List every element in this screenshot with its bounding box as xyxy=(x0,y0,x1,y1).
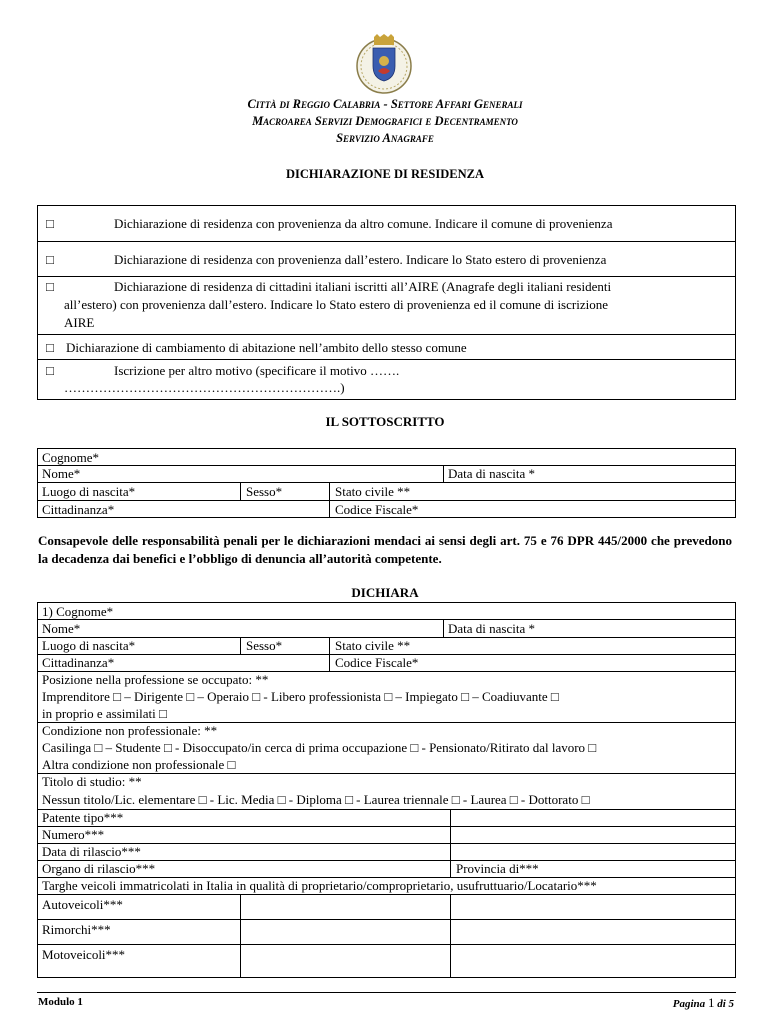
option-text: Iscrizione per altro motivo (specificare il motivo ……. xyxy=(114,363,400,378)
header-line-3: Servizio Anagrafe xyxy=(336,131,434,145)
data-nascita-field[interactable]: Data di nascita * xyxy=(448,466,535,481)
city-emblem-logo xyxy=(350,33,418,95)
option-text: Dichiarazione di residenza con provenienza da altro comune. Indicare il comune di provenienza xyxy=(114,216,613,231)
option-row xyxy=(38,206,735,242)
posizione-label: Posizione nella professione se occupato: ** xyxy=(42,672,269,687)
option-checkbox[interactable]: □ xyxy=(46,340,54,355)
footer-page-number: 1 xyxy=(707,995,715,1010)
provincia-field[interactable]: Provincia di*** xyxy=(456,861,539,876)
document-title: DICHIARAZIONE DI RESIDENZA xyxy=(286,167,484,181)
option-text-line2: all’estero) con provenienza dall’estero. Indicare lo Stato estero di provenienza ed il comune di iscrizione xyxy=(64,297,608,312)
dichiara-codice-fiscale-field[interactable]: Codice Fiscale* xyxy=(335,655,419,670)
option-row xyxy=(38,277,735,335)
option-row xyxy=(38,242,735,277)
header-line-2: Macroarea Servizi Demografici e Decentramento xyxy=(252,114,518,128)
condizione-label: Condizione non professionale: ** xyxy=(42,723,218,738)
cittadinanza-field[interactable]: Cittadinanza* xyxy=(42,502,115,517)
organo-rilascio-field[interactable]: Organo di rilascio*** xyxy=(42,861,156,876)
targhe-label: Targhe veicoli immatricolati in Italia in qualità di proprietario/comproprietario, usufruttuario/Locatario*** xyxy=(42,878,597,893)
sottoscritto-table xyxy=(37,448,736,518)
dichiara-nome-field[interactable]: Nome* xyxy=(42,621,81,636)
dichiara-cittadinanza-field[interactable]: Cittadinanza* xyxy=(42,655,115,670)
autoveicoli-field[interactable]: Autoveicoli*** xyxy=(42,897,123,912)
dichiara-stato-civile-field[interactable]: Stato civile ** xyxy=(335,638,411,653)
condizione-options-line2[interactable]: Altra condizione non professionale □ xyxy=(42,757,236,772)
header-line-1: Città di Reggio Calabria - Settore Affari Generali xyxy=(247,97,523,111)
posizione-options-line2[interactable]: in proprio e assimilati □ xyxy=(42,706,167,721)
data-rilascio-field[interactable]: Data di rilascio*** xyxy=(42,844,141,859)
option-text-line2: ……………………………………………………….) xyxy=(64,380,345,395)
motoveicoli-field[interactable]: Motoveicoli*** xyxy=(42,947,126,962)
dichiara-data-nascita-field[interactable]: Data di nascita * xyxy=(448,621,535,636)
footer-page-total: di 5 xyxy=(717,998,734,1010)
posizione-options[interactable]: Imprenditore □ – Dirigente □ – Operaio □ - Libero professionista □ – Impiegato □ – Coadiuvante □ xyxy=(42,689,559,704)
codice-fiscale-field[interactable]: Codice Fiscale* xyxy=(335,502,419,517)
option-checkbox[interactable]: □ xyxy=(46,279,54,294)
option-text: Dichiarazione di residenza con provenienza dall’estero. Indicare lo Stato estero di provenienza xyxy=(114,252,607,267)
option-checkbox[interactable]: □ xyxy=(46,252,54,267)
option-text-line3: AIRE xyxy=(64,315,95,330)
dichiara-cognome-field[interactable]: 1) Cognome* xyxy=(42,604,114,619)
footer-module-label: Modulo 1 xyxy=(38,996,83,1008)
titolo-options[interactable]: Nessun titolo/Lic. elementare □ - Lic. Media □ - Diploma □ - Laurea triennale □ - Laurea □ - Dottorato □ xyxy=(42,792,590,807)
dichiara-title: DICHIARA xyxy=(351,585,419,600)
option-text: Dichiarazione di cambiamento di abitazione nell’ambito dello stesso comune xyxy=(66,340,467,355)
condizione-options[interactable]: Casilinga □ – Studente □ - Disoccupato/in cerca di prima occupazione □ - Pensionato/Ritirato dal lavoro □ xyxy=(42,740,597,755)
numero-field[interactable]: Numero*** xyxy=(42,827,105,842)
dichiara-sesso-field[interactable]: Sesso* xyxy=(246,638,283,653)
stato-civile-field[interactable]: Stato civile ** xyxy=(335,484,411,499)
luogo-nascita-field[interactable]: Luogo di nascita* xyxy=(42,484,136,499)
nome-field[interactable]: Nome* xyxy=(42,466,81,481)
sottoscritto-title: IL SOTTOSCRITTO xyxy=(325,414,445,429)
patente-tipo-field[interactable]: Patente tipo*** xyxy=(42,810,124,825)
legal-warning: Consapevole delle responsabilità penali per le dichiarazioni mendaci ai sensi degli art. 75 e 76 DPR 445/2000 che prevedono la decadenza dai benefici e l’obbligo di denuncia all’autorità competente. xyxy=(38,533,732,566)
dichiara-luogo-nascita-field[interactable]: Luogo di nascita* xyxy=(42,638,136,653)
option-checkbox[interactable]: □ xyxy=(46,363,54,378)
cognome-field[interactable]: Cognome* xyxy=(42,450,100,465)
rimorchi-field[interactable]: Rimorchi*** xyxy=(42,922,111,937)
option-row xyxy=(38,360,735,400)
option-text: Dichiarazione di residenza di cittadini italiani iscritti all’AIRE (Anagrafe degli italiani residenti xyxy=(114,279,612,294)
residence-options-box xyxy=(37,205,736,400)
option-row xyxy=(38,335,735,360)
footer-page-prefix: Pagina xyxy=(672,998,706,1010)
footer-pagination xyxy=(673,995,734,1011)
option-checkbox[interactable]: □ xyxy=(46,216,54,231)
sesso-field[interactable]: Sesso* xyxy=(246,484,283,499)
titolo-label: Titolo di studio: ** xyxy=(42,774,142,789)
dichiara-table xyxy=(37,602,736,978)
